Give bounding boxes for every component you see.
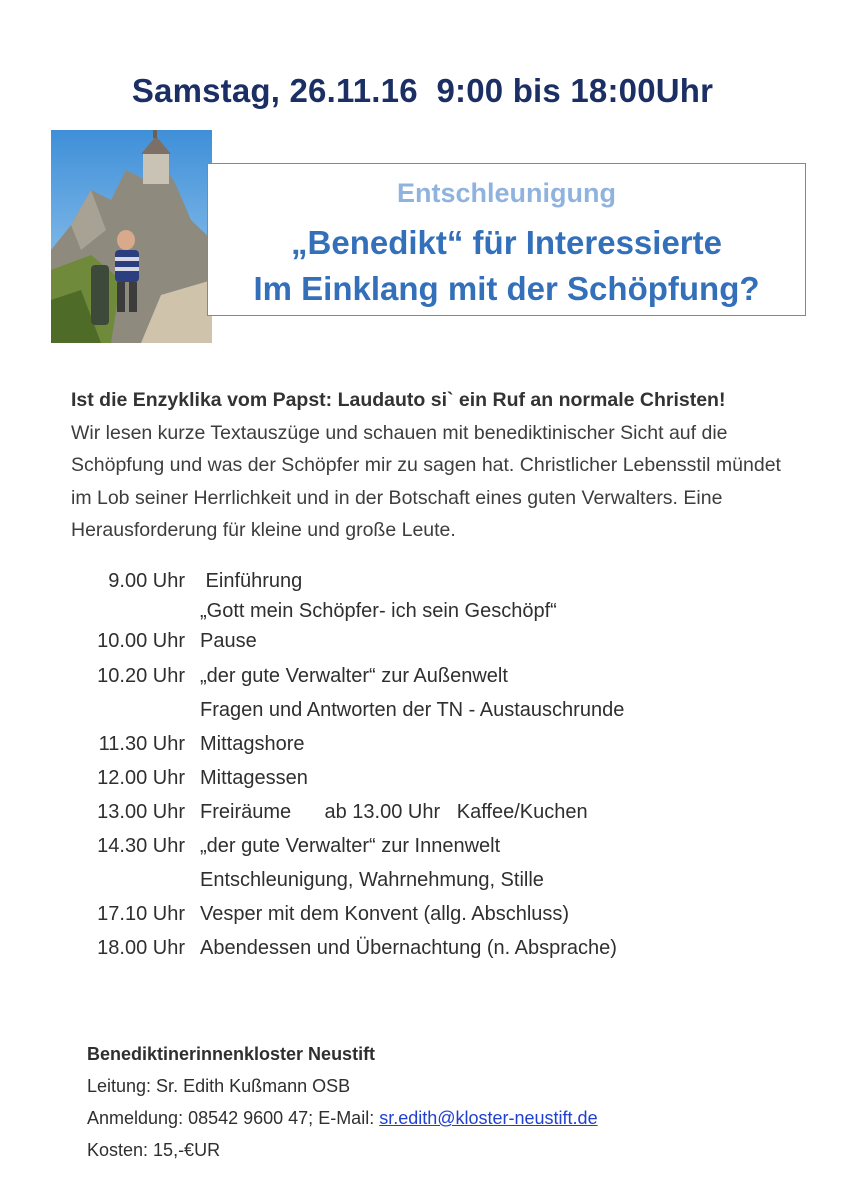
schedule-row	[0, 665, 845, 695]
schedule-activity: Pause	[200, 630, 257, 652]
event-date-heading: Samstag, 26.11.16 9:00 bis 18:00Uhr	[131, 72, 714, 109]
schedule-row	[0, 869, 845, 899]
intro-paragraph	[71, 384, 801, 547]
event-title-box	[207, 163, 806, 316]
kosten-line: Kosten: 15,-€UR	[87, 1140, 221, 1160]
schedule-activity: Vesper mit dem Konvent (allg. Abschluss)	[200, 903, 570, 925]
intro-body: Wir lesen kurze Textauszüge und schauen mit benediktinischer Sicht auf die Schöpfung und was der Schöpfer mir zu sagen hat. Christlicher Lebensstil mündet im Lob seiner Herrlichkeit und in der Botschaft eines guten Verwalters. Eine Herausforderung für kleine und große Leute.	[71, 421, 781, 541]
schedule-time: 14.30 Uhr	[97, 835, 185, 857]
email-link[interactable]: sr.edith@kloster-neustift.de	[379, 1108, 598, 1128]
event-title-line-2: Im Einklang mit der Schöpfung?	[253, 270, 760, 307]
schedule-time: 10.00 Uhr	[97, 630, 185, 652]
schedule-activity: Mittagessen	[200, 767, 308, 789]
schedule-activity: Entschleunigung, Wahrnehmung, Stille	[200, 869, 544, 891]
anmeldung-line	[87, 1102, 598, 1134]
schedule-row	[0, 600, 845, 630]
schedule-activity: Abendessen und Übernachtung (n. Absprache)	[200, 937, 617, 959]
schedule-time: 13.00 Uhr	[97, 801, 185, 823]
schedule-time: 12.00 Uhr	[97, 767, 185, 789]
intro-lead: Ist die Enzyklika vom Papst: Laudauto si` ein Ruf an normale Christen!	[71, 389, 726, 411]
hiker-chapel-photo	[51, 130, 212, 343]
schedule-activity: Mittagshore	[200, 733, 305, 755]
schedule-row	[0, 767, 845, 797]
anmeldung-text: Anmeldung: 08542 9600 47; E-Mail:	[87, 1108, 380, 1128]
schedule-activity: „der gute Verwalter“ zur Innenwelt	[200, 835, 501, 857]
leitung-line: Leitung: Sr. Edith Kußmann OSB	[87, 1076, 351, 1096]
schedule-time: 17.10 Uhr	[97, 903, 185, 925]
event-subtitle: Entschleunigung	[397, 178, 616, 208]
schedule-row	[0, 699, 845, 729]
organization-name: Benediktinerinnenkloster Neustift	[87, 1044, 376, 1064]
schedule-row	[0, 835, 845, 865]
schedule-activity: Fragen und Antworten der TN - Austauschrunde	[200, 699, 625, 721]
schedule-time: 18.00 Uhr	[97, 937, 185, 959]
schedule-activity: Freiräume ab 13.00 Uhr Kaffee/Kuchen	[200, 801, 588, 823]
schedule-activity: „der gute Verwalter“ zur Außenwelt	[200, 665, 508, 687]
contact-footer	[87, 1038, 598, 1166]
event-title-line-1: „Benedikt“ für Interessierte	[291, 224, 722, 261]
schedule-row	[0, 937, 845, 967]
schedule-time: 9.00 Uhr	[108, 570, 185, 592]
schedule-time: 10.20 Uhr	[97, 665, 185, 687]
schedule-row	[0, 630, 845, 660]
schedule-time: 11.30 Uhr	[98, 733, 185, 755]
schedule-row	[0, 801, 845, 831]
schedule-row	[0, 903, 845, 933]
schedule-activity: „Gott mein Schöpfer- ich sein Geschöpf“	[200, 600, 557, 622]
schedule-row	[0, 570, 845, 600]
schedule-activity: Einführung	[200, 570, 303, 592]
schedule-row	[0, 733, 845, 763]
